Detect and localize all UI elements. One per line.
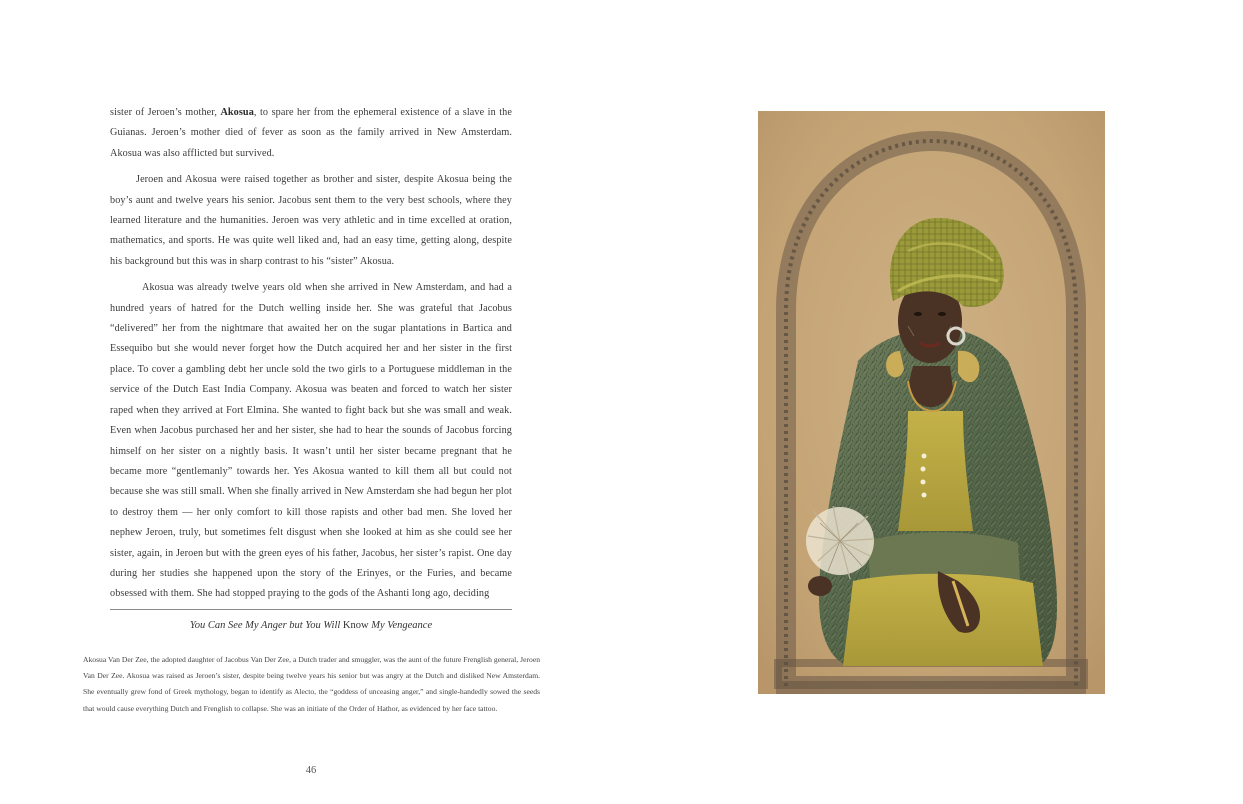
artwork-caption: Akosua Van Der Zee, the adopted daughter of Jacobus Van Der Zee, a Dutch trader and smuggler, was the aunt of the future Frenglish general, Jeroen Van Der Zee. Akosua was raised as Jeroen’s sister, despite being twelve years his senior but was angry at the Dutch and disliked New Amsterdam. She eventually grew fond of Greek mythology, began to identify as Alecto, the “goddess of unceasing anger,” and single-handedly sowed the seeds that would cause everything Dutch and Frenglish to collapse. She was an initiate of the Order of Hathor, as evidenced by her face tattoo. xyxy=(83,655,540,713)
paragraph-2: Jeroen and Akosua were raised together as brother and sister, despite Akosua being the boy’s aunt and twelve years his senior. Jacobus sent them to the very best schools, where they learned literature and the humanities. Jeroen was very athletic and in time excelled at oration, mathematics, and sports. He was quite well liked and, had an easy time, getting along, despite his background but this was in sharp contrast to his “sister” Akosua. xyxy=(110,174,512,267)
body-text xyxy=(110,103,512,611)
page-number: 46 xyxy=(305,765,317,776)
portrait-painting xyxy=(758,111,1105,694)
artwork-title-part-2: Know xyxy=(342,620,369,631)
paragraph-3: Akosua was already twelve years old when she arrived in New Amsterdam, and had a hundred years of hatred for the Dutch welling inside her. She was grateful that Jacobus “delivered” her from the nightmare that awaited her on the sugar plantations in Bartica and Essequibo but she would never forget how the Dutch acquired her and her sister in the first place. To cover a gambling debt her uncle sold the two girls to a Portuguese middleman in the service of the Dutch East India Company. Akosua was beaten and forced to watch her sister raped when they arrived at Fort Elmina. She wanted to fight back but she was small and weak. Even when Jacobus purchased her and her sister, she had to hear the sounds of Jacobus forcing himself on her sister on a nightly basis. It wasn’t until her sister became pregnant that he became more “gentlemanly” towards her. Yes Akosua wanted to kill them all but could not because she was still small. When she finally arrived in New Amsterdam she had begun her plot to destroy them — her only comfort to kill those rapists and other bad men. She loved her nephew Jeroen, truly, but sometimes felt disgust when she looked at him as she could see her sister, again, in Jeroen but with the green eyes of his father, Jacobus, her sister’s rapist. One day during her studies she happened upon the story of the Erinyes, or the Furies, and became obsessed with them. She had stopped praying to the gods of the Ashanti long ago, deciding xyxy=(110,282,512,600)
artwork-title-part-1: You Can See My Anger but You Will xyxy=(189,620,343,631)
paragraph-1 xyxy=(110,103,512,164)
left-hand xyxy=(808,576,832,596)
paragraph-1-rest: , to spare her from the ephemeral existence of a slave in the Guianas. Jeroen’s mother died of fever as soon as the family arrived in New Amsterdam. Akosua was also afflicted but survived. xyxy=(110,107,512,159)
dress-bodice xyxy=(898,411,973,531)
paragraph-1-start: sister of Jeroen’s mother, xyxy=(110,107,221,118)
artwork-title xyxy=(110,620,512,631)
name-akosua-bold: Akosua xyxy=(220,107,254,118)
portrait-painting-illustration xyxy=(758,111,1105,694)
artwork-title-part-3: My Vengeance xyxy=(368,620,433,631)
caption-divider xyxy=(110,609,512,610)
